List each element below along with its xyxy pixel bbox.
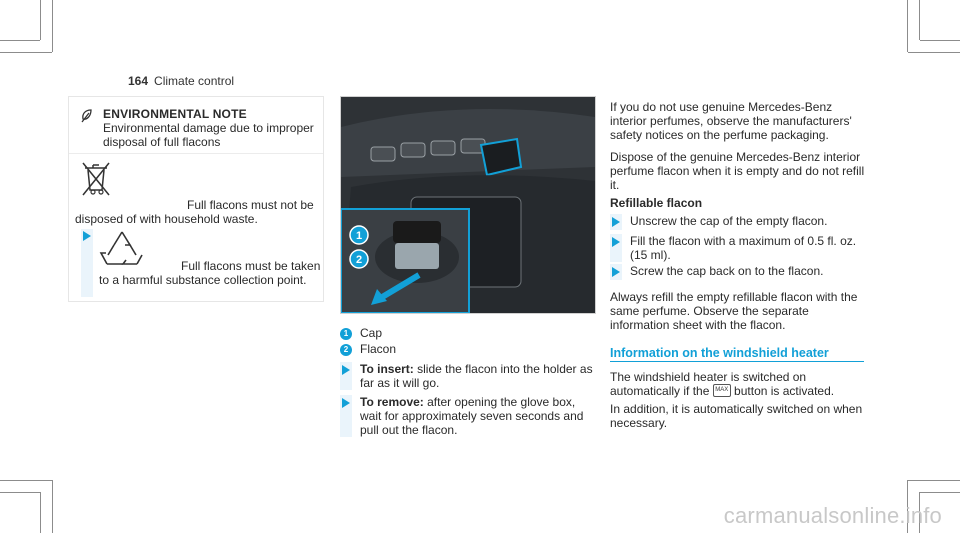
- environmental-note: [68, 96, 324, 302]
- crop-mark: [52, 480, 53, 533]
- heater-paragraph-1: The windshield heater is switched on automatically if the MAX button is activated.: [610, 370, 835, 398]
- crossed-bin-icon: [81, 161, 111, 200]
- page-header: [128, 74, 234, 88]
- crop-mark: [52, 0, 53, 52]
- section-rule: [610, 361, 864, 362]
- crop-mark: [0, 480, 52, 481]
- crop-mark: [908, 480, 960, 481]
- heater-paragraph-2: In addition, it is automatically switched on when necessary.: [610, 402, 863, 430]
- perfume-intro: If you do not use genuine Mercedes-Benz interior perfumes, observe the manufacturers' safety notices on the perfume packaging.: [610, 100, 852, 142]
- environmental-note-header: [81, 107, 317, 149]
- legend-item-1: 1 Cap: [340, 326, 580, 340]
- legend-item-2: 2 Flacon: [340, 342, 580, 356]
- refill-step-1: Unscrew the cap of the empty flacon.: [610, 214, 866, 230]
- crop-mark: [920, 40, 960, 41]
- arrow-icon: [612, 217, 620, 227]
- bin-note: Full flacons must not be disposed of with household waste.: [75, 198, 314, 226]
- environmental-note-text: Environmental damage due to improper disposal of full flacons: [103, 121, 314, 149]
- arrow-icon: [612, 237, 620, 247]
- crop-mark: [40, 492, 41, 533]
- glove-box-photo: [340, 96, 596, 314]
- refill-step-3: Screw the cap back on to the flacon.: [610, 264, 866, 280]
- step-remove: To remove: after opening the glove box, wait for approximately seven seconds and pull out the flacon.: [340, 395, 596, 437]
- photo-callout-1: 1: [355, 230, 363, 242]
- always-refill-note: Always refill the empty refillable flacon with the same perfume. Observe the separate information sheet with the flacon.: [610, 290, 858, 332]
- photo-callout-2: 2: [355, 254, 363, 266]
- environment-leaf-icon: [81, 109, 93, 126]
- crop-mark: [908, 52, 960, 53]
- watermark: carmanualsonline.info: [723, 503, 942, 528]
- refill-step-2: Fill the flacon with a maximum of 0.5 fl. oz. (15 ml).: [610, 234, 866, 262]
- divider: [69, 153, 323, 154]
- environmental-note-title: ENVIRONMENTAL NOTE: [103, 107, 247, 121]
- crop-mark: [907, 0, 908, 52]
- arrow-icon: [612, 267, 620, 277]
- defrost-max-button-icon: MAX: [713, 384, 731, 397]
- recycle-note: Full flacons must be taken to a harmful substance collection point.: [99, 259, 321, 287]
- crop-mark: [919, 0, 920, 40]
- arrow-icon: [342, 398, 350, 408]
- arrow-icon: [83, 231, 91, 241]
- crop-mark: [920, 492, 960, 493]
- dispose-paragraph: Dispose of the genuine Mercedes-Benz interior perfume flacon when it is empty and do not refill it.: [610, 150, 865, 192]
- section-title: Climate control: [154, 74, 235, 88]
- crop-mark: [0, 40, 40, 41]
- step-insert: To insert: slide the flacon into the holder as far as it will go.: [340, 362, 596, 390]
- heater-section-title: Information on the windshield heater: [610, 346, 829, 360]
- crop-mark: [0, 492, 40, 493]
- page-number: 164: [128, 74, 149, 88]
- arrow-icon: [342, 365, 350, 375]
- crop-mark: [0, 52, 52, 53]
- crop-mark: [40, 0, 41, 40]
- refillable-title: Refillable flacon: [610, 196, 703, 210]
